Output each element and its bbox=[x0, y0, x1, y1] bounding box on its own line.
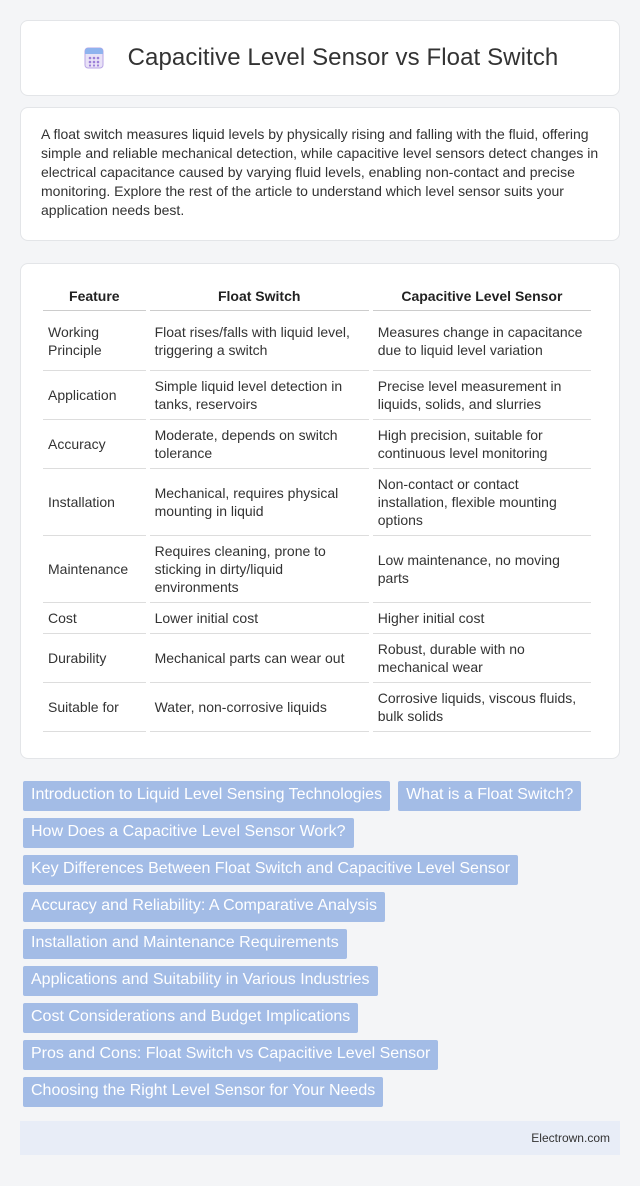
header-feature: Feature bbox=[43, 286, 146, 311]
intro-text: A float switch measures liquid levels by physically rising and falling with the fluid, offering simple and reliable mechanical detection, while capacitive level sensors detect changes in electrical capacitance caused by varying fluid levels, enabling non-contact and precise monitoring. Explore the rest of the article to understand which level sensor suits your application needs best. bbox=[41, 126, 599, 218]
table-cell: Measures change in capacitance due to liquid level variation bbox=[373, 311, 591, 371]
table-cell: Higher initial cost bbox=[373, 603, 591, 634]
table-cell: Simple liquid level detection in tanks, reservoirs bbox=[150, 371, 369, 420]
table-cell: Working Principle bbox=[43, 311, 146, 371]
table-cell: Durability bbox=[43, 634, 146, 683]
table-cell: Low maintenance, no moving parts bbox=[373, 536, 591, 603]
table-cell: High precision, suitable for continuous level monitoring bbox=[373, 420, 591, 469]
table-cell: Lower initial cost bbox=[150, 603, 369, 634]
topic-link-installation[interactable]: Installation and Maintenance Requirements bbox=[23, 929, 347, 959]
table-row bbox=[43, 603, 591, 634]
title-wrap bbox=[82, 44, 559, 72]
topic-link-choosing[interactable]: Choosing the Right Level Sensor for Your Needs bbox=[23, 1077, 383, 1107]
header-float-switch: Float Switch bbox=[150, 286, 369, 311]
table-cell: Requires cleaning, prone to sticking in dirty/liquid environments bbox=[150, 536, 369, 603]
table-row bbox=[43, 420, 591, 469]
table-row bbox=[43, 536, 591, 603]
table-cell: Installation bbox=[43, 469, 146, 536]
table-cell: Precise level measurement in liquids, solids, and slurries bbox=[373, 371, 591, 420]
header-card bbox=[20, 20, 620, 96]
topic-link-cost[interactable]: Cost Considerations and Budget Implications bbox=[23, 1003, 358, 1033]
table-cell: Mechanical, requires physical mounting in liquid bbox=[150, 469, 369, 536]
intro-card bbox=[20, 107, 620, 241]
footer bbox=[20, 1121, 620, 1155]
table-cell: Suitable for bbox=[43, 683, 146, 732]
comparison-table bbox=[39, 286, 595, 732]
table-cell: Application bbox=[43, 371, 146, 420]
comparison-table-card bbox=[20, 263, 620, 759]
table-cell: Accuracy bbox=[43, 420, 146, 469]
page-title: Capacitive Level Sensor vs Float Switch bbox=[127, 44, 559, 71]
topic-links bbox=[23, 781, 617, 1107]
table-cell: Maintenance bbox=[43, 536, 146, 603]
topic-link-float-switch[interactable]: What is a Float Switch? bbox=[398, 781, 581, 811]
calculator-icon bbox=[82, 46, 106, 70]
table-row bbox=[43, 311, 591, 371]
table-row bbox=[43, 469, 591, 536]
topic-link-pros-cons[interactable]: Pros and Cons: Float Switch vs Capacitive Level Sensor bbox=[23, 1040, 438, 1070]
table-cell: Moderate, depends on switch tolerance bbox=[150, 420, 369, 469]
topic-link-applications[interactable]: Applications and Suitability in Various Industries bbox=[23, 966, 378, 996]
table-cell: Corrosive liquids, viscous fluids, bulk solids bbox=[373, 683, 591, 732]
table-cell: Robust, durable with no mechanical wear bbox=[373, 634, 591, 683]
footer-brand: Electrown.com bbox=[531, 1131, 610, 1145]
table-cell: Mechanical parts can wear out bbox=[150, 634, 369, 683]
header-capacitive-sensor: Capacitive Level Sensor bbox=[373, 286, 591, 311]
topic-link-capacitive-sensor[interactable]: How Does a Capacitive Level Sensor Work? bbox=[23, 818, 354, 848]
table-cell: Cost bbox=[43, 603, 146, 634]
table-cell: Water, non-corrosive liquids bbox=[150, 683, 369, 732]
topic-link-accuracy[interactable]: Accuracy and Reliability: A Comparative Analysis bbox=[23, 892, 385, 922]
table-row bbox=[43, 371, 591, 420]
table-row bbox=[43, 683, 591, 732]
table-cell: Float rises/falls with liquid level, triggering a switch bbox=[150, 311, 369, 371]
topic-link-key-differences[interactable]: Key Differences Between Float Switch and Capacitive Level Sensor bbox=[23, 855, 518, 885]
table-cell: Non-contact or contact installation, flexible mounting options bbox=[373, 469, 591, 536]
table-row bbox=[43, 634, 591, 683]
table-header-row bbox=[43, 286, 591, 311]
topic-link-introduction[interactable]: Introduction to Liquid Level Sensing Technologies bbox=[23, 781, 390, 811]
